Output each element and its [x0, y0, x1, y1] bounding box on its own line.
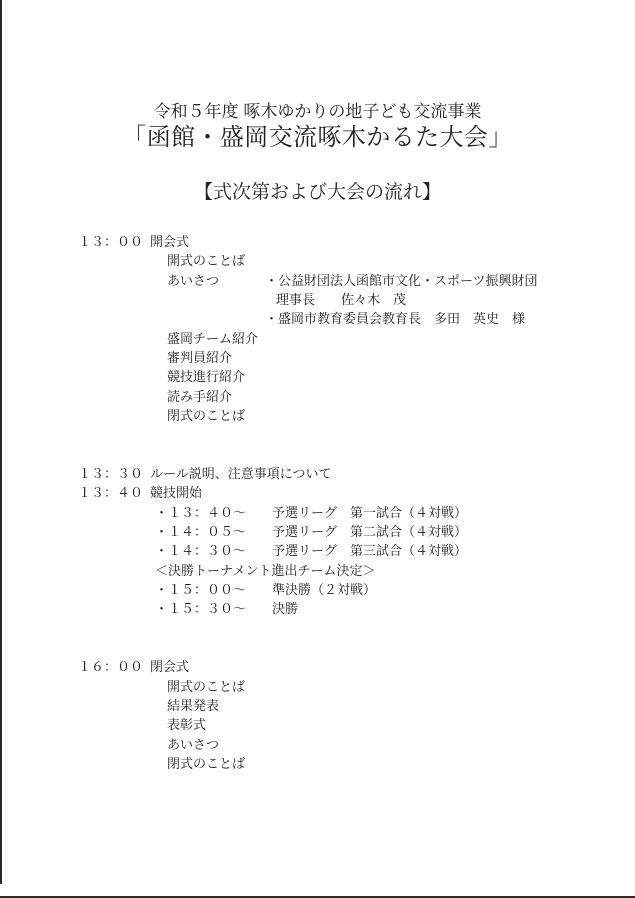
line-text: 表彰式 — [167, 717, 207, 733]
schedule-line — [0, 271, 635, 290]
line-text: ・１４：３０～ 予選リーグ 第三試合（４対戦） — [155, 543, 468, 559]
time-label: １６：００ — [78, 659, 144, 675]
schedule-line — [0, 309, 635, 328]
line-text: 閉式のことば — [167, 407, 246, 423]
section-gap — [0, 619, 635, 658]
line-text: 結果発表 — [167, 697, 220, 713]
schedule-line — [0, 251, 635, 270]
line-text: ・１５：３０～ 決勝 — [155, 601, 299, 617]
schedule-line — [0, 348, 635, 367]
line-text: 読み手紹介 — [167, 388, 233, 404]
section-heading: 【式次第および大会の流れ】 — [193, 182, 441, 203]
line-text: 閉式のことば — [167, 755, 246, 771]
line-text: 開式のことば — [167, 253, 246, 269]
schedule-line — [0, 561, 635, 580]
time-label: １３：００ — [78, 234, 144, 249]
line-text: 競技開始 — [150, 485, 203, 501]
schedule-line — [0, 232, 635, 251]
time-label: １３：４０ — [78, 485, 144, 501]
line-text: 開会式 — [150, 234, 190, 249]
schedule-line — [0, 290, 635, 309]
schedule-line — [0, 715, 635, 734]
section-gap — [0, 425, 635, 464]
schedule-line — [0, 522, 635, 541]
schedule-line — [0, 503, 635, 522]
line-text: 理事長 佐々木 茂 — [276, 291, 407, 307]
schedule-line — [0, 754, 635, 773]
schedule-line — [0, 483, 635, 502]
line-text: ルール説明、注意事項について — [150, 465, 332, 481]
schedule-line — [0, 406, 635, 425]
line-text: 審判員紹介 — [167, 349, 233, 365]
schedule-line — [0, 657, 635, 676]
schedule-line — [0, 541, 635, 560]
line-text: 閉会式 — [150, 659, 190, 675]
line-text: ＜決勝トーナメント進出チーム決定＞ — [155, 562, 376, 578]
line-text: 競技進行紹介 — [167, 369, 246, 385]
schedule-line — [0, 599, 635, 618]
event-title: 「函館・盛岡交流啄木かるた大会」 — [122, 125, 513, 151]
time-label: １３：３０ — [78, 465, 144, 481]
schedule-line — [0, 735, 635, 754]
detail-text: ・公益財団法人函館市文化・スポーツ振興財団 — [265, 272, 538, 288]
line-text: 盛岡チーム紹介 — [167, 330, 259, 346]
line-text: ・１３：４０～ 予選リーグ 第一試合（４対戦） — [155, 504, 468, 520]
line-text: あいさつ — [167, 736, 220, 752]
schedule-line — [0, 464, 635, 483]
event-subtitle: 令和５年度 啄木ゆかりの地子ども交流事業 — [153, 102, 482, 121]
schedule-line — [0, 329, 635, 348]
line-text: あいさつ — [167, 272, 220, 288]
line-text: 開式のことば — [167, 678, 246, 694]
schedule-list — [0, 232, 635, 773]
schedule-line — [0, 696, 635, 715]
line-text: ・１４：０５～ 予選リーグ 第二試合（４対戦） — [155, 523, 468, 539]
line-text: ・１５：００～ 準決勝（２対戦） — [155, 581, 377, 597]
schedule-line — [0, 677, 635, 696]
schedule-line — [0, 367, 635, 386]
schedule-line — [0, 580, 635, 599]
schedule-line — [0, 387, 635, 406]
line-text: ・盛岡市教育委員会教育長 多田 英史 様 — [265, 311, 526, 327]
